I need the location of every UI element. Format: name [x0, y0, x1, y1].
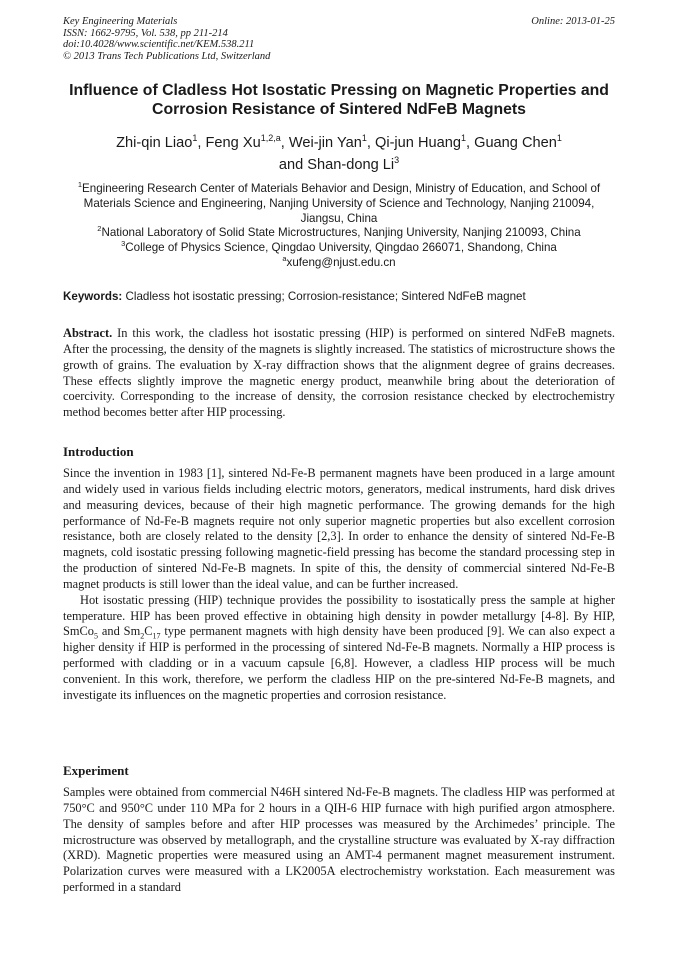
author-name: Guang Chen — [474, 135, 557, 151]
issn-line: ISSN: 1662-9795, Vol. 538, pp 211-214 — [63, 27, 228, 39]
introduction-body — [63, 466, 615, 704]
journal-name: Key Engineering Materials — [63, 16, 178, 27]
affiliation-1: $^1$Engineering Research Center of Materials Behavior and Design, Ministry of Education, and School of Materials Science and Engineering, Nanjing University of Science and Technology, Nanjing 210094, Jiangsu, China — [77, 180, 601, 225]
authors-line-1: Zhi-qin Liao$^1$, Feng Xu$^{1,2,a}$, Wei-jin Yan$^1$, Qi-jun Huang$^1$, Guang Chen$^1$ — [116, 133, 562, 151]
experiment-paragraph-1: Samples were obtained from commercial N46H sintered Nd-Fe-B magnets. The cladless HIP was performed at 750°C and 950°C under 110 MPa for 2 hours in a QIH-6 HIP furnace with high purified argon atmosphere. The density of samples before and after HIP processes was measured by the Archimedes’ principle. The microstructure was observed by metallograph, and the crystalline structure was evaluated by X-ray diffraction (XRD). Magnetic properties were measured using an AMT-4 permanent magnet measurement instrument. Polarization curves were measured with a LK2005A electrochemistry workstation. Each measurement was performed in a standard — [63, 785, 615, 895]
journal-header — [63, 16, 615, 62]
affiliations — [63, 182, 615, 271]
author-list — [63, 132, 615, 176]
affiliation-3: $^3$College of Physics Science, Qingdao University, Qingdao 266071, Shandong, China — [121, 239, 557, 255]
copyright-line: © 2013 Trans Tech Publications Ltd, Switzerland — [63, 50, 271, 62]
doi-line[interactable]: doi:10.4028/www.scientific.net/KEM.538.211 — [63, 39, 255, 50]
intro-paragraph-1: Since the invention in 1983 [1], sintered Nd-Fe-B permanent magnets have been produced in a large amount and widely used in various fields including electric motors, generators, medical instruments, hard disk drives and measuring devices, because of their high magnetic performance. The growing demands for the high performance of Nd-Fe-B magnets require not only superior magnetic properties but also excellent corrosion resistance, both are closely related to the density [2,3]. In order to enhance the density of sintered Nd-Fe-B magnets, cold isostatic pressing following magnetic-field pressing has become the standard processing step in the production of sintered Nd-Fe-B magnets. In spite of this, the density of commercial sintered Nd-Fe-B magnet products is still lower than the ideal value, and can be further increased. — [63, 466, 615, 591]
abstract — [63, 326, 615, 421]
abstract-text: In this work, the cladless hot isostatic pressing (HIP) is performed on sintered NdFeB magnets. After the processing, the density of the magnets is slightly increased. The statistics of microstructure shows the growth of grains. The evaluation by X-ray diffraction shows that the alignment degree of grains decreases. These effects slightly improve the magnetic energy product, meanwhile bring about the deterioration of coercivity. Corresponding to the increase of density, the corrosion resistance checked by electrochemistry method becomes better after HIP processing. — [63, 326, 615, 420]
author-name: Shan-dong Li — [307, 157, 395, 173]
intro-paragraph-2: Hot isostatic pressing (HIP) technique provides the possibility to isostatically press the sample at higher temperature. HIP has been proved effective in obtaining high density in powder metallurgy [4-8]. By HIP, SmCo$_5$ and $Sm_2C_{17}$ type permanent magnets with high density have been produced [9]. We can also expect a higher density if HIP is performed in the processing of sintered Nd-Fe-B magnets. Normally a HIP process is performed with cladding or in a vacuum capsule [6,8]. However, a cladless HIP process will be much convenient. In this work, therefore, we perform the cladless HIP on the pre-sintered Nd-Fe-B magnets, and investigate its influences on the magnetic properties and corrosion resistance. — [63, 592, 615, 702]
author-name: Zhi-qin Liao — [116, 135, 193, 151]
experiment-heading: Experiment — [63, 763, 129, 778]
online-date: Online: 2013-01-25 — [531, 16, 615, 27]
author-affil-mark: 3 — [394, 155, 400, 166]
paper-title — [63, 81, 615, 119]
author-name: Feng Xu — [205, 135, 261, 151]
title-line-2: Corrosion Resistance of Sintered NdFeB Magnets — [152, 101, 526, 118]
affiliation-2: $^2$National Laboratory of Solid State Microstructures, Nanjing University, Nanjing 210093, China — [97, 224, 581, 240]
email-link[interactable]: xufeng@njust.edu.cn — [286, 255, 396, 269]
corresponding-email: $^a$xufeng@njust.edu.cn — [282, 254, 396, 269]
experiment-body — [63, 785, 615, 896]
author-name: Qi-jun Huang — [374, 135, 461, 151]
author-affil-mark: 1 — [361, 133, 367, 144]
keywords-text: Cladless hot isostatic pressing; Corrosion-resistance; Sintered NdFeB magnet — [125, 290, 526, 303]
author-affil-mark: 1 — [556, 133, 562, 144]
author-name: Wei-jin Yan — [288, 135, 362, 151]
authors-line-2: and Shan-dong Li$^3$ — [278, 155, 400, 173]
title-line-1: Influence of Cladless Hot Isostatic Pressing on Magnetic Properties and — [69, 82, 609, 99]
introduction-heading: Introduction — [63, 444, 134, 459]
keywords — [63, 290, 615, 304]
abstract-label: Abstract. — [63, 326, 113, 340]
author-affil-mark: 1 — [460, 133, 466, 144]
keywords-label: Keywords: — [63, 290, 123, 303]
author-affil-mark: 1,2,a — [260, 133, 281, 144]
author-affil-mark: 1 — [192, 133, 198, 144]
